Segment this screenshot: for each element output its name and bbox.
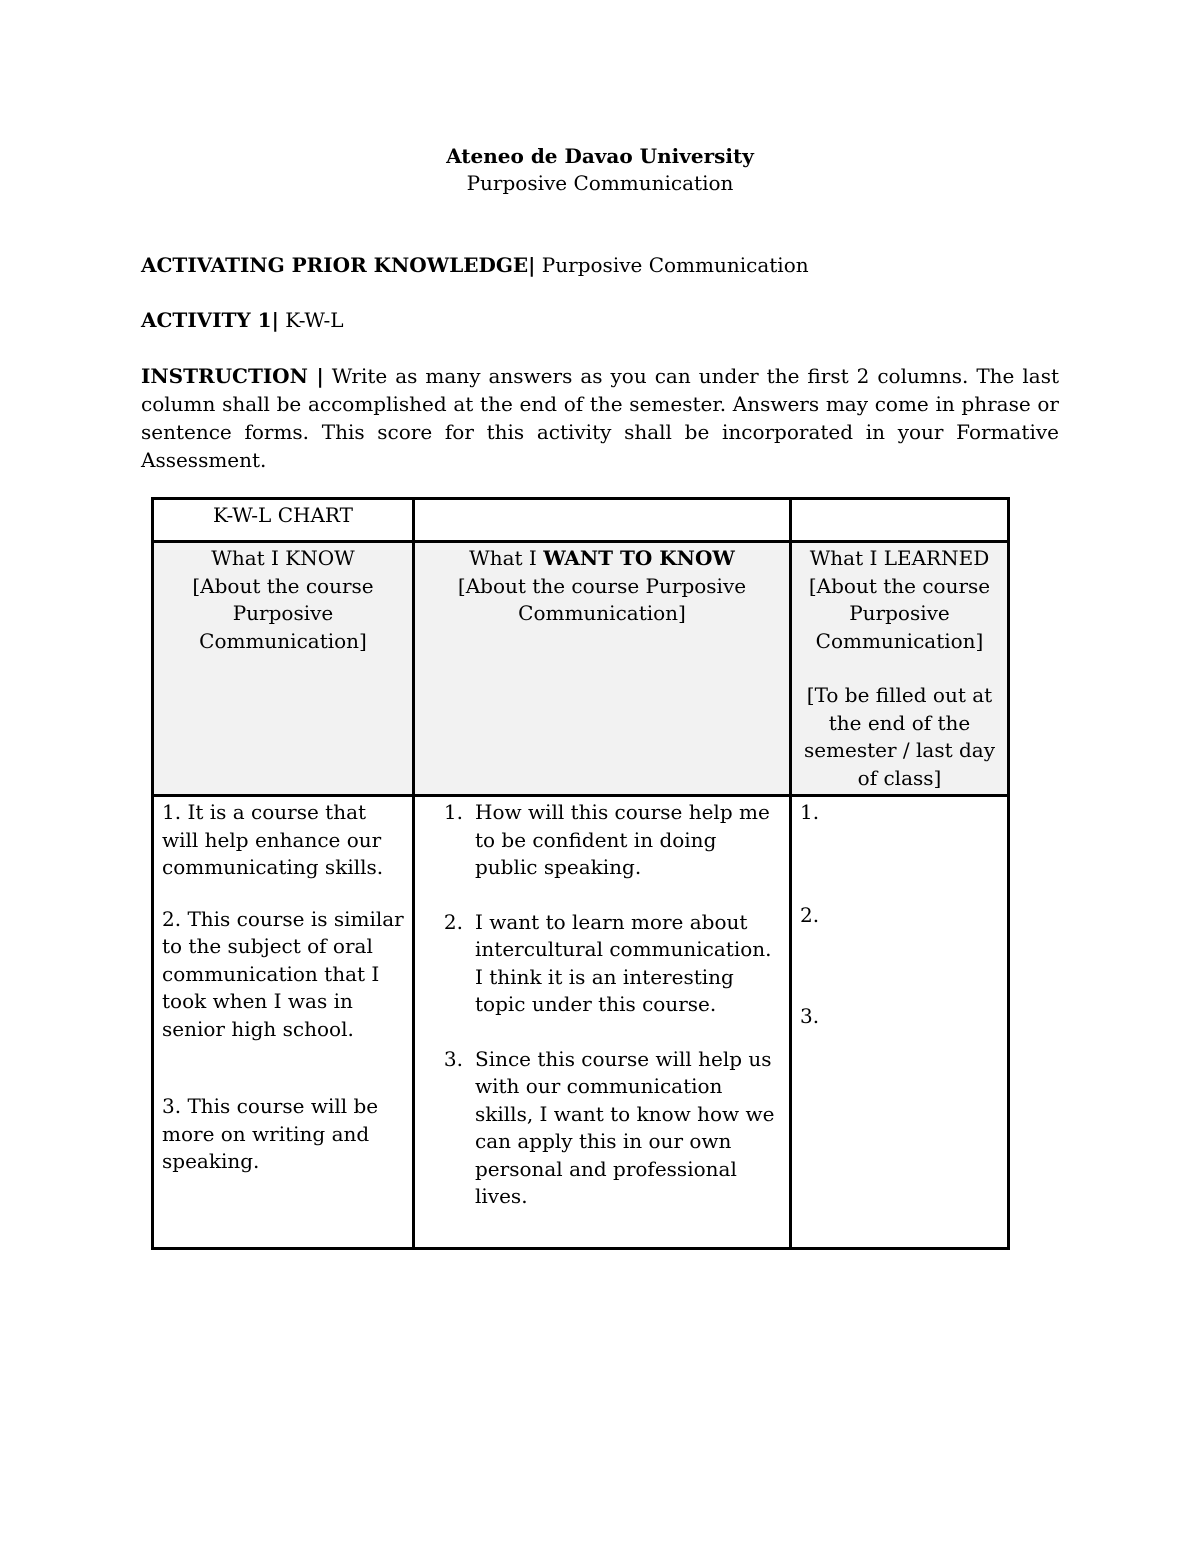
want-answers-cell bbox=[414, 796, 791, 1249]
section-heading bbox=[141, 252, 809, 279]
activity-heading bbox=[141, 307, 344, 334]
instruction-label: INSTRUCTION | bbox=[141, 364, 324, 388]
activity-label: ACTIVITY 1| bbox=[141, 308, 279, 332]
chart-title: K-W-L CHART bbox=[213, 503, 353, 527]
section-label: ACTIVATING PRIOR KNOWLEDGE| bbox=[141, 253, 536, 277]
learned-answer: 3. bbox=[800, 1004, 820, 1028]
learned-answers-cell bbox=[791, 796, 1009, 1249]
know-answer: 1. It is a course that will help enhance our communicating skills. bbox=[162, 800, 384, 879]
kwl-chart-table bbox=[151, 497, 1010, 1250]
learned-answer: 2. bbox=[800, 902, 820, 927]
know-answer: 2. This course is similar to the subject of oral communication that I took when I was in senior high school. bbox=[162, 906, 404, 1041]
chart-answers-row bbox=[153, 796, 1009, 1249]
chart-title-cell bbox=[153, 499, 414, 542]
learned-column-header: What I LEARNED [About the course Purposive Communication] [To be filled out at the end of the semester / last day of class] bbox=[791, 542, 1009, 796]
chart-title-row bbox=[153, 499, 1009, 542]
section-topic: Purposive Communication bbox=[535, 253, 809, 277]
activity-name: K-W-L bbox=[278, 308, 344, 332]
want-answer: 2. I want to learn more about intercultural communication. I think it is an interesting topic under this course. bbox=[443, 909, 772, 1016]
want-answers-list bbox=[423, 799, 781, 1211]
know-answer: 3. This course will be more on writing and speaking. bbox=[162, 1094, 379, 1173]
chart-column-header-row bbox=[153, 542, 1009, 796]
empty-header-cell bbox=[791, 499, 1009, 542]
learned-column-note: [To be filled out at the end of the semester / last day of class] bbox=[803, 683, 996, 790]
know-column-subtitle: [About the course Purposive Communication] bbox=[192, 573, 374, 653]
know-column-header: What I KNOW [About the course Purposive Communication] bbox=[153, 542, 414, 796]
instruction-paragraph bbox=[141, 362, 1059, 474]
empty-header-cell bbox=[414, 499, 791, 542]
want-column-subtitle: [About the course Purposive Communication] bbox=[457, 573, 747, 625]
learned-column-subtitle: [About the course Purposive Communication] bbox=[808, 573, 991, 653]
want-answer: 1. How will this course help me to be confident in doing public speaking. bbox=[443, 800, 770, 879]
university-name: Ateneo de Davao University bbox=[446, 144, 754, 168]
want-column-header: What I WANT TO KNOW [About the course Purposive Communication] bbox=[414, 542, 791, 796]
course-title: Purposive Communication bbox=[466, 171, 734, 195]
learned-answer: 1. bbox=[800, 800, 820, 824]
know-answers-cell bbox=[153, 796, 414, 1249]
instruction-text: Write as many answers as you can under the first 2 columns. The last column shall be accomplished at the end of the semester. Answers may come in phrase or sentence forms. This score for this activity shall be incorporated in your Formative Assessment. bbox=[141, 364, 1059, 472]
want-answer: 3. Since this course will help us with our communication skills, I want to know how we can apply this in our own personal and professional lives. bbox=[443, 1046, 775, 1208]
